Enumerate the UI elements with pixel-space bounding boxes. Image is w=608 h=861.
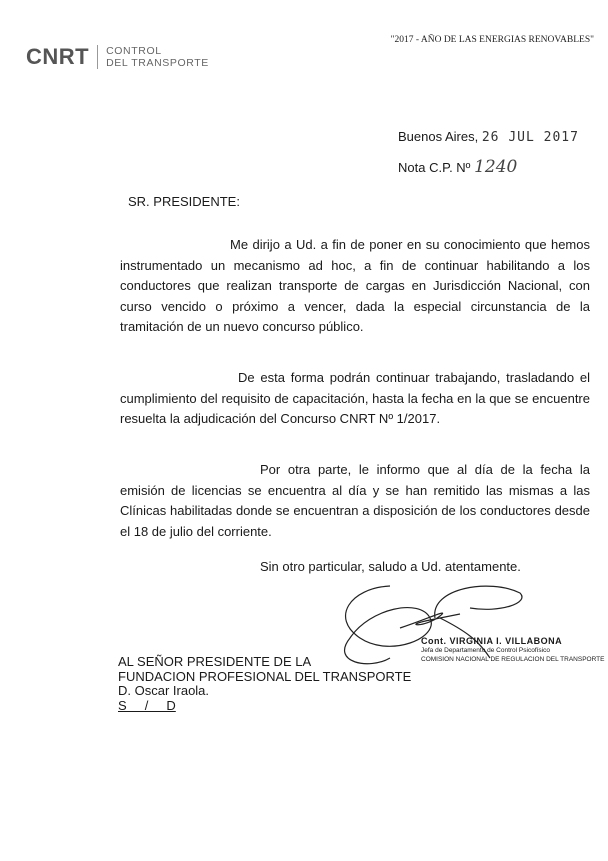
logo-main: CNRT (26, 44, 90, 69)
addressee-line-2: FUNDACION PROFESIONAL DEL TRANSPORTE (118, 668, 412, 684)
closing: Sin otro particular, saludo a Ud. atentamente. (260, 559, 521, 574)
paragraph-1: Me dirijo a Ud. a fin de poner en su conocimiento que hemos instrumentado un mecanismo ad hoc, a fin de continuar habilitando a los conductores que realizan transporte de cargas en Jurisdicción Nacional, con curso vencido o próximo a vencer, dada la especial circunstancia de la tramitación de un nuevo concurso público. (120, 237, 590, 334)
date-stamp: 26 JUL 2017 (481, 130, 579, 145)
addressee-line-1: AL SEÑOR PRESIDENTE DE LA (118, 654, 312, 669)
year-motto: "2017 - AÑO DE LAS ENERGIAS RENOVABLES" (390, 35, 594, 45)
nota-number: 1240 (474, 157, 518, 177)
addressee-sd: S / D (118, 697, 176, 713)
stamp-org: COMISION NACIONAL DE REGULACION DEL TRANSPORTE (421, 656, 605, 663)
official-stamp (421, 637, 604, 664)
addressee-name: D. Oscar Iraola. (118, 683, 210, 698)
cnrt-logo (26, 44, 209, 70)
logo-line-1: CONTROL (106, 45, 162, 57)
logo-line-2: DEL TRANSPORTE (106, 57, 209, 69)
addressee-block (118, 655, 411, 713)
paragraph-3: Por otra parte, le informo que al día de la fecha la emisión de licencias se encuentra al día y se han remitido las mismas a las Clínicas habilitadas donde se encuentran a disposición de los conductores desde el 18 de julio del corriente. (120, 462, 590, 539)
logo-divider (97, 45, 98, 69)
salutation: SR. PRESIDENTE: (128, 194, 240, 209)
paragraph-2: De esta forma podrán continuar trabajando, trasladando el cumplimiento del requisito de capacitación, hasta la fecha en la que se encuentre resuelta la adjudicación del Concurso CNRT Nº 1/2017. (120, 370, 590, 426)
date-line (398, 129, 579, 145)
nota-label: Nota C.P. Nº (398, 160, 471, 175)
nota-line (398, 157, 517, 177)
stamp-title: Jefa de Departamento de Control Psicofísico (421, 647, 550, 654)
place: Buenos Aires, (398, 129, 479, 144)
stamp-name: Cont. VIRGINIA I. VILLABONA (421, 636, 563, 646)
logo-subtitle (106, 45, 209, 69)
